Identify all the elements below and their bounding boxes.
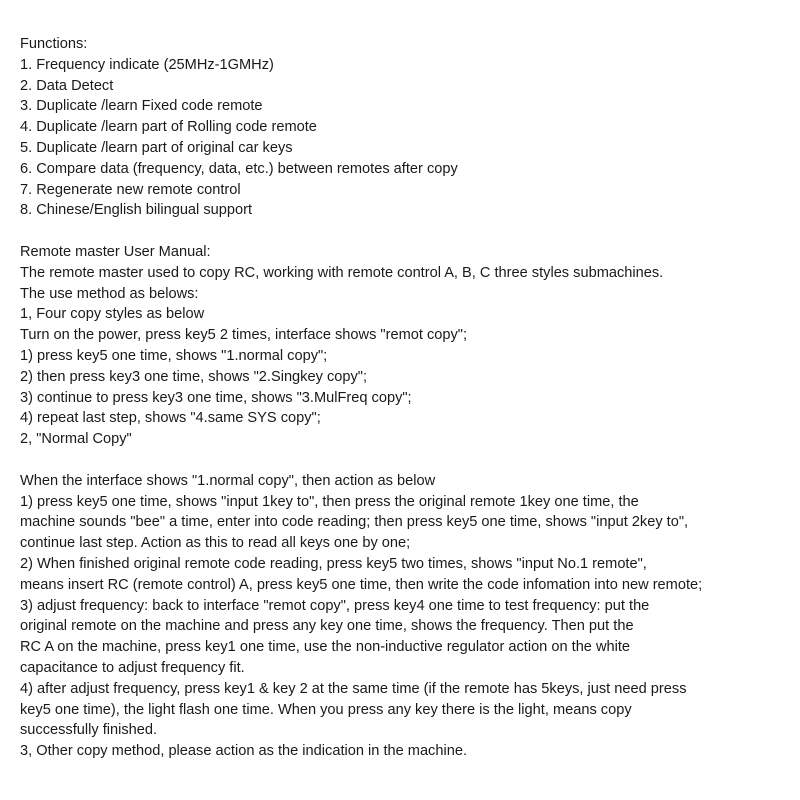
manual-line: Turn on the power, press key5 2 times, interface shows "remot copy"; [20, 327, 468, 344]
normal-copy-line: successfully finished. [20, 722, 158, 739]
normal-copy-line: 3) adjust frequency: back to interface "remot copy", press key4 one time to test frequency: put the [20, 597, 650, 614]
function-item: 7. Regenerate new remote control [20, 181, 241, 198]
manual-line: The remote master used to copy RC, working with remote control A, B, C three styles submachines. [20, 264, 664, 281]
user-manual-section [20, 242, 790, 450]
function-item: 8. Chinese/English bilingual support [20, 202, 253, 219]
normal-copy-section [20, 471, 790, 762]
manual-line: 2, "Normal Copy" [20, 431, 132, 448]
function-item: 5. Duplicate /learn part of original car keys [20, 139, 293, 156]
normal-copy-line: RC A on the machine, press key1 one time, use the non-inductive regulator action on the white [20, 639, 631, 656]
normal-copy-line: 4) after adjust frequency, press key1 & key 2 at the same time (if the remote has 5keys, just need press [20, 680, 687, 697]
manual-line: 3) continue to press key3 one time, shows "3.MulFreq copy"; [20, 389, 412, 406]
normal-copy-line: capacitance to adjust frequency fit. [20, 659, 245, 676]
manual-line: 4) repeat last step, shows "4.same SYS copy"; [20, 410, 321, 427]
manual-heading: Remote master User Manual: [20, 243, 211, 260]
functions-heading: Functions: [20, 36, 88, 52]
manual-line: The use method as belows: [20, 285, 199, 302]
function-item: 4. Duplicate /learn part of Rolling code remote [20, 119, 317, 136]
normal-copy-line: continue last step. Action as this to read all keys one by one; [20, 535, 411, 552]
normal-copy-line: When the interface shows "1.normal copy", then action as below [20, 472, 436, 489]
normal-copy-line: 3, Other copy method, please action as the indication in the machine. [20, 743, 467, 760]
normal-copy-line: key5 one time), the light flash one time. When you press any key there is the light, means copy [20, 701, 632, 718]
normal-copy-line: means insert RC (remote control) A, press key5 one time, then write the code infomation into new remote; [20, 576, 703, 593]
manual-line: 1) press key5 one time, shows "1.normal copy"; [20, 347, 328, 364]
manual-line: 2) then press key3 one time, shows "2.Singkey copy"; [20, 368, 368, 385]
normal-copy-line: machine sounds "bee" a time, enter into code reading; then press key5 one time, shows "input 2key to", [20, 514, 689, 531]
function-item: 6. Compare data (frequency, data, etc.) between remotes after copy [20, 160, 458, 177]
section-spacer [20, 450, 790, 471]
manual-line: 1, Four copy styles as below [20, 306, 205, 323]
section-spacer [20, 221, 790, 242]
normal-copy-line: original remote on the machine and press any key one time, shows the frequency. Then put the [20, 618, 634, 635]
normal-copy-line: 1) press key5 one time, shows "input 1key to", then press the original remote 1key one time, the [20, 493, 639, 510]
function-item: 3. Duplicate /learn Fixed code remote [20, 98, 263, 115]
functions-section [20, 34, 790, 221]
function-item: 2. Data Detect [20, 77, 114, 94]
function-item: 1. Frequency indicate (25MHz-1GMHz) [20, 56, 274, 73]
normal-copy-line: 2) When finished original remote code reading, press key5 two times, shows "input No.1 remote", [20, 555, 647, 572]
